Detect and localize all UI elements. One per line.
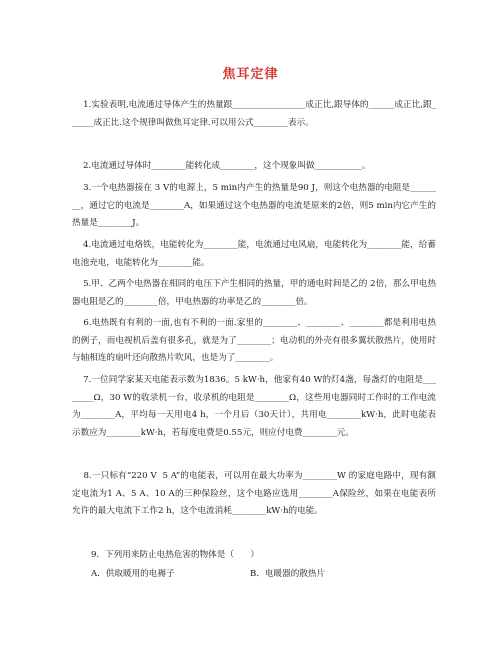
- question-9-stem: 9．下列用来防止电热危害的物体是（ ）: [91, 550, 259, 560]
- question-1: 1.实验表明,电流通过导体产生的热量跟_________________成正比,跟导体的______成正比,跟______成正比.这个规律叫做焦耳定律.可以用公式________表示。: [72, 100, 436, 128]
- question-6: 6.电热既有有利的一面,也有不利的一面.家里的________、________、________都是利用电热的例子，而电视机后盖有很多孔，就是为了________；电动机的外壳有很多翼状散热片，使用时与轴相连的扇叶还向散热片吹风，也是为了________。: [72, 318, 436, 363]
- question-8: 8.一只标有“220 V 5 A”的电能表，可以用在最大功率为________W 的家庭电路中，现有额定电流为1 A、5 A、10 A的三种保险丝，这个电路应选用________A保险丝，如果在电能表所允许的最大电流下工作2 h，这个电流消耗________kW·h的电能。: [72, 471, 436, 516]
- option-b: B．电暖器的散热片: [250, 569, 326, 579]
- question-4: 4.电流通过电烙铁，电能转化为________能，电流通过电风扇，电能转化为________能，给蓄电池充电，电能转化为________能。: [72, 240, 436, 268]
- question-5: 5.甲、乙两个电热器在相同的电压下产生相同的热量，甲的通电时间是乙的 2倍，那么甲电热器电阻是乙的________倍，甲电热器的功率是乙的________倍。: [72, 279, 436, 307]
- question-7: 7.一位同学家某天电能表示数为1836。5 kW·h，他家有40 W的灯4盏，每盏灯的电阻是________Ω，30 W的收录机一台，收录机的电阻是________Ω，这些用电器同时工作时的工作电流为________A，平均每一天用电4 h，一个月后（30天计），共用电________kW·h，此时电能表示数应为________kW·h，若每度电费是0.55元，则应付电费________元。: [72, 375, 436, 438]
- option-a: A．供取暖用的电褥子: [91, 569, 175, 579]
- question-2: 2.电流通过导体时________能转化成________，这个现象叫做___________。: [72, 161, 371, 171]
- question-3: 3.一个电热器接在 3 V的电源上，5 min内产生的热量是90 J，则这个电热器的电阻是________，通过它的电流是________A，如果通过这个电热器的电流是原来的2倍，则5 min内它产生的热量是________J。: [72, 183, 436, 228]
- page-title: 焦耳定律: [222, 67, 279, 82]
